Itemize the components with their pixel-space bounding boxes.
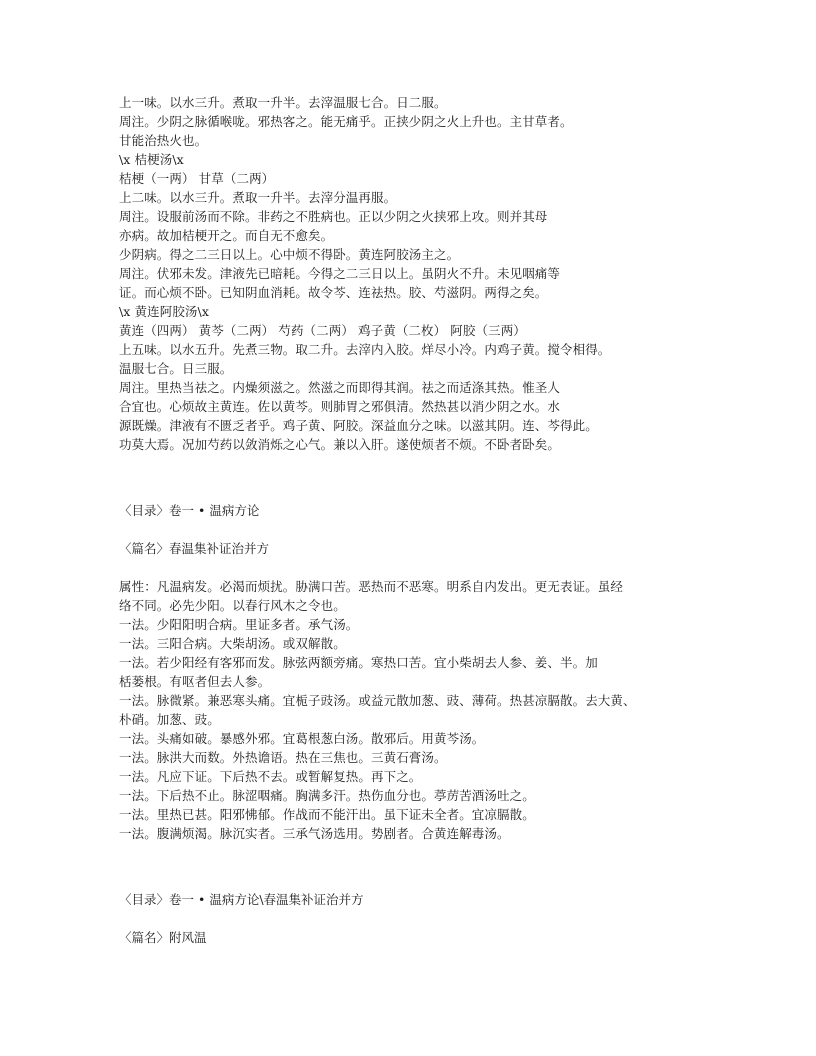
text-line: 一法。若少阳经有客邪而发。脉弦两额旁痛。寒热口苦。宜小柴胡去人参、姜、半。加 <box>119 655 598 670</box>
spacer <box>119 558 719 577</box>
text-line: 一法。脉微紧。兼恶寒头痛。宜栀子豉汤。或益元散加葱、豉、薄荷。热甚凉膈散。去大黄、 <box>119 693 636 708</box>
catalog-heading: 〈目录〉卷一 • 温病方论\春温集补证治并方 <box>119 892 364 907</box>
text-line: 属性：凡温病发。必渴而烦扰。胁满口苦。恶热而不恶寒。明系自内发出。更无表证。虽经 <box>119 579 624 594</box>
text-line: 温服七合。日三服。 <box>119 361 233 376</box>
section-spacer <box>119 843 719 890</box>
formula-heading: \x 桔梗汤\x <box>119 152 184 167</box>
formula-heading: \x 黄连阿胶汤\x <box>119 304 209 319</box>
text-line: 一法。凡应下证。下后热不去。或暂解复热。再下之。 <box>119 769 422 784</box>
text-line: 源既燥。津液有不匮乏者乎。鸡子黄、阿胶。深益血分之味。以滋其阴。连、芩得此。 <box>119 418 598 433</box>
text-line: 周注。设服前汤而不除。非药之不胜病也。正以少阴之火挟邪上攻。则并其母 <box>119 209 548 224</box>
text-line: 周注。伏邪未发。津液先已暗耗。今得之二三日以上。虽阴火不升。未见咽痛等 <box>119 266 561 281</box>
text-line: 朴硝。加葱、豉。 <box>119 712 220 727</box>
text-line: 亦病。故加桔梗开之。而自无不愈矣。 <box>119 228 334 243</box>
text-line: 周注。里热当祛之。内燥须滋之。然滋之而即得其润。祛之而适涤其热。惟圣人 <box>119 380 561 395</box>
catalog-heading: 〈目录〉卷一 • 温病方论 <box>119 503 260 518</box>
text-line: 一法。三阳合病。大柴胡汤。或双解散。 <box>119 636 346 651</box>
text-line: 一法。里热已甚。阳邪怫郁。作战而不能汗出。虽下证未全者。宜凉膈散。 <box>119 807 535 822</box>
section-wind-warmth <box>119 890 719 947</box>
text-line: 一法。下后热不止。脉涩咽痛。胸满多汗。热伤血分也。葶苈苦酒汤吐之。 <box>119 788 535 803</box>
text-line: 证。而心烦不卧。已知阴血消耗。故令芩、连祛热。胶、芍滋阴。两得之矣。 <box>119 285 548 300</box>
text-line: 一法。头痛如破。暴感外邪。宜葛根葱白汤。散邪后。用黄芩汤。 <box>119 731 485 746</box>
spacer <box>119 909 719 928</box>
text-line: 上二味。以水三升。煮取一升半。去滓分温再服。 <box>119 190 397 205</box>
text-line: 少阴病。得之二三日以上。心中烦不得卧。黄连阿胶汤主之。 <box>119 247 460 262</box>
text-line: 一法。少阳阳明合病。里证多者。承气汤。 <box>119 617 359 632</box>
text-line: 栝蒌根。有呕者但去人参。 <box>119 674 271 689</box>
chapter-title: 〈篇名〉春温集补证治并方 <box>119 541 270 556</box>
text-line: 上五味。以水五升。先煮三物。取二升。去滓内入胶。烊尽小冷。内鸡子黄。搅令相得。 <box>119 342 611 357</box>
document-page <box>119 93 719 947</box>
text-line: 甘能治热火也。 <box>119 133 208 148</box>
text-line: 合宜也。心烦故主黄连。佐以黄芩。则肺胃之邪俱清。然热甚以消少阴之水。水 <box>119 399 561 414</box>
section-spacer <box>119 454 719 501</box>
section-spring-warmth <box>119 501 719 843</box>
spacer <box>119 520 719 539</box>
text-line: 上一味。以水三升。煮取一升半。去滓温服七合。日二服。 <box>119 95 447 110</box>
ingredient-line: 桔梗（一两） 甘草（二两） <box>119 171 275 186</box>
text-line: 一法。腹满烦渴。脉沉实者。三承气汤选用。势剧者。合黄连解毒汤。 <box>119 826 510 841</box>
text-line: 功莫大焉。况加芍药以敛消烁之心气。兼以入肝。遂使烦者不烦。不卧者卧矣。 <box>119 437 561 452</box>
chapter-title: 〈篇名〉附风温 <box>119 930 207 945</box>
ingredient-line: 黄连（四两） 黄芩（二两） 芍药（二两） 鸡子黄（二枚） 阿胶（三两） <box>119 323 526 338</box>
text-line: 络不同。必先少阳。以春行风木之令也。 <box>119 598 346 613</box>
text-line: 一法。脉洪大而数。外热谵语。热在三焦也。三黄石膏汤。 <box>119 750 447 765</box>
section-shaoyin-formulas <box>119 93 719 454</box>
text-line: 周注。少阴之脉循喉咙。邪热客之。能无痛乎。正挟少阴之火上升也。主甘草者。 <box>119 114 573 129</box>
